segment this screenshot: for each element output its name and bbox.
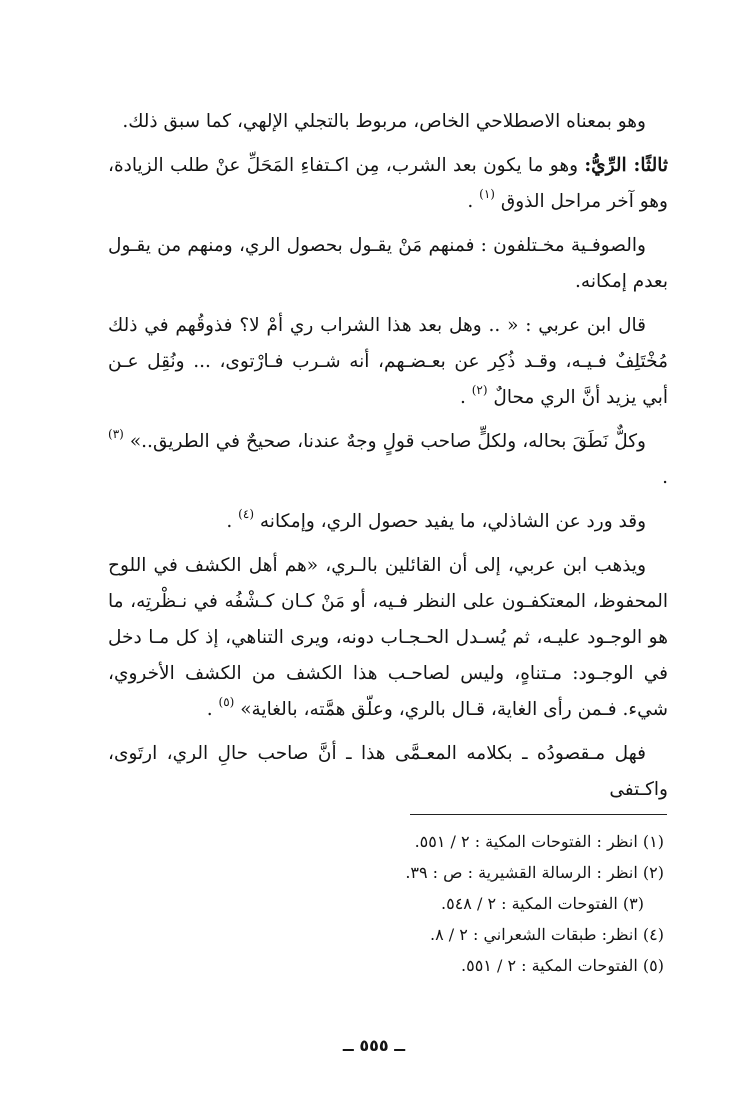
paragraph-text: والصوفـية مخـتلفون : فمنهم مَنْ يقـول بحصول الري، ومنهم من يقـول بعدم إمكانه. [108, 235, 668, 292]
paragraph-text: وكلٌّ نَطَقَ بحاله، ولكلٍّ صاحب قولٍ وجهٌ عندنا، صحيحٌ في الطريق..» [129, 431, 646, 452]
paragraph-2: ثالثًا: الرِّيُّ: وهو ما يكون بعد الشرب، مِن اكـتفاءِ المَحَلِّ عنْ طلب الزيادة، وهو آخر مراحل الذوق $^{(١)}$ . [108, 155, 668, 212]
footnote-4: (٤) انظر: طبقات الشعراني : ٢ / ٨. [430, 925, 664, 944]
paragraph-3 [108, 228, 668, 300]
paragraph-text: وهو ما يكون بعد الشرب، مِن اكـتفاءِ المَحَلِّ عنْ طلب الزيادة، وهو آخر مراحل الذوق [108, 155, 668, 212]
paragraph-text: قال ابن عربي : « .. وهل بعد هذا الشراب ري أمْ لا؟ فذوقُهم في ذلك مُخْتَلِفٌ فـيـه، وقـد ذُكِر عن بعـضـهم، أنه شـرب فـارْتوى، ... ونُقِل عـن أبي يزيد أنَّ الري محالٌ [108, 315, 668, 408]
paragraph-7: ويذهب ابن عربي، إلى أن القائلين بالـري، «هم أهل الكشف في اللوح المحفوظ، المعتكفـون على النظر فـيه، أو مَنْ كـان كـشْفُه في نـظْرتِه، ما هو الوجـود عليـه، ثم يُسـدل الحـجـاب دونه، ويرى التناهي، إذ كل مـا دخل في الوجـود: مـتناهٍ، وليس لصاحـب هذا الكشف من الكشف الأخروي، شيء. فـمن رأى الغاية، قـال بالري، وعلّق همَّته، بالغاية» $^{(٥)}$ . [108, 555, 668, 720]
footnote-ref-1[interactable]: (١) [479, 186, 495, 201]
paragraph-1 [108, 104, 668, 140]
paragraph-6: وقد ورد عن الشاذلي، ما يفيد حصول الري، وإمكانه $^{(٤)}$ . [226, 506, 646, 532]
footnote-1: (١) انظر : الفتوحات المكية : ٢ / ٥٥١. [414, 832, 664, 851]
footnote-ref-4[interactable]: (٤) [238, 506, 254, 521]
section-heading-rii: ثالثًا: الرِّيُّ: [584, 155, 668, 176]
paragraph-5: وكلٌّ نَطَقَ بحاله، ولكلٍّ صاحب قولٍ وجهٌ عندنا، صحيحٌ في الطريق..» $^{(٣)}$ . [108, 426, 668, 488]
paragraph-text: وقد ورد عن الشاذلي، ما يفيد حصول الري، وإمكانه [259, 511, 646, 532]
footnote-ref-2[interactable]: (٢) [471, 382, 488, 397]
paragraph-text: وهو بمعناه الاصطلاحي الخاص، مربوط بالتجلي الإلهي، كما سبق ذلك. [122, 111, 646, 132]
footnote-divider [410, 814, 667, 815]
paragraph-8 [108, 736, 668, 808]
paragraph-text: فهل مـقصودُه ـ بكلامه المعـمَّى هذا ـ أنَّ صاحب حالِ الري، ارتَوى، واكـتفى [108, 743, 668, 800]
footnotes [108, 826, 668, 981]
footnote-3: (٣) الفتوحات المكية : ٢ / ٥٤٨. [441, 894, 644, 913]
main-text [108, 104, 668, 808]
footnote-ref-3[interactable]: (٣) [108, 426, 124, 441]
page-number: ــ ٥٥٥ ــ [342, 1036, 406, 1055]
footnote-5: (٥) الفتوحات المكية : ٢ / ٥٥١. [461, 956, 664, 975]
footnote-2: (٢) انظر : الرسالة القشيرية : ص : ٣٩. [405, 863, 664, 882]
paragraph-text: ويذهب ابن عربي، إلى أن القائلين بالـري، «هم أهل الكشف في اللوح المحفوظ، المعتكفـون على النظر فـيه، أو مَنْ كـان كـشْفُه في نـظْرتِه، ما هو الوجـود عليـه، ثم يُسـدل الحـجـاب دونه، ويرى التناهي، إذ كل مـا دخل في الوجـود: مـتناهٍ، وليس لصاحـب هذا الكشف من الكشف الأخروي، شيء. فـمن رأى الغاية، قـال بالري، وعلّق همَّته، بالغاية» [108, 555, 668, 720]
paragraph-4: قال ابن عربي : « .. وهل بعد هذا الشراب ري أمْ لا؟ فذوقُهم في ذلك مُخْتَلِفٌ فـيـه، وقـد ذُكِر عن بعـضـهم، أنه شـرب فـارْتوى، ... ونُقِل عـن أبي يزيد أنَّ الري محالٌ $^{(٢)}$ . [108, 315, 668, 408]
footnote-ref-5[interactable]: (٥) [218, 694, 235, 709]
